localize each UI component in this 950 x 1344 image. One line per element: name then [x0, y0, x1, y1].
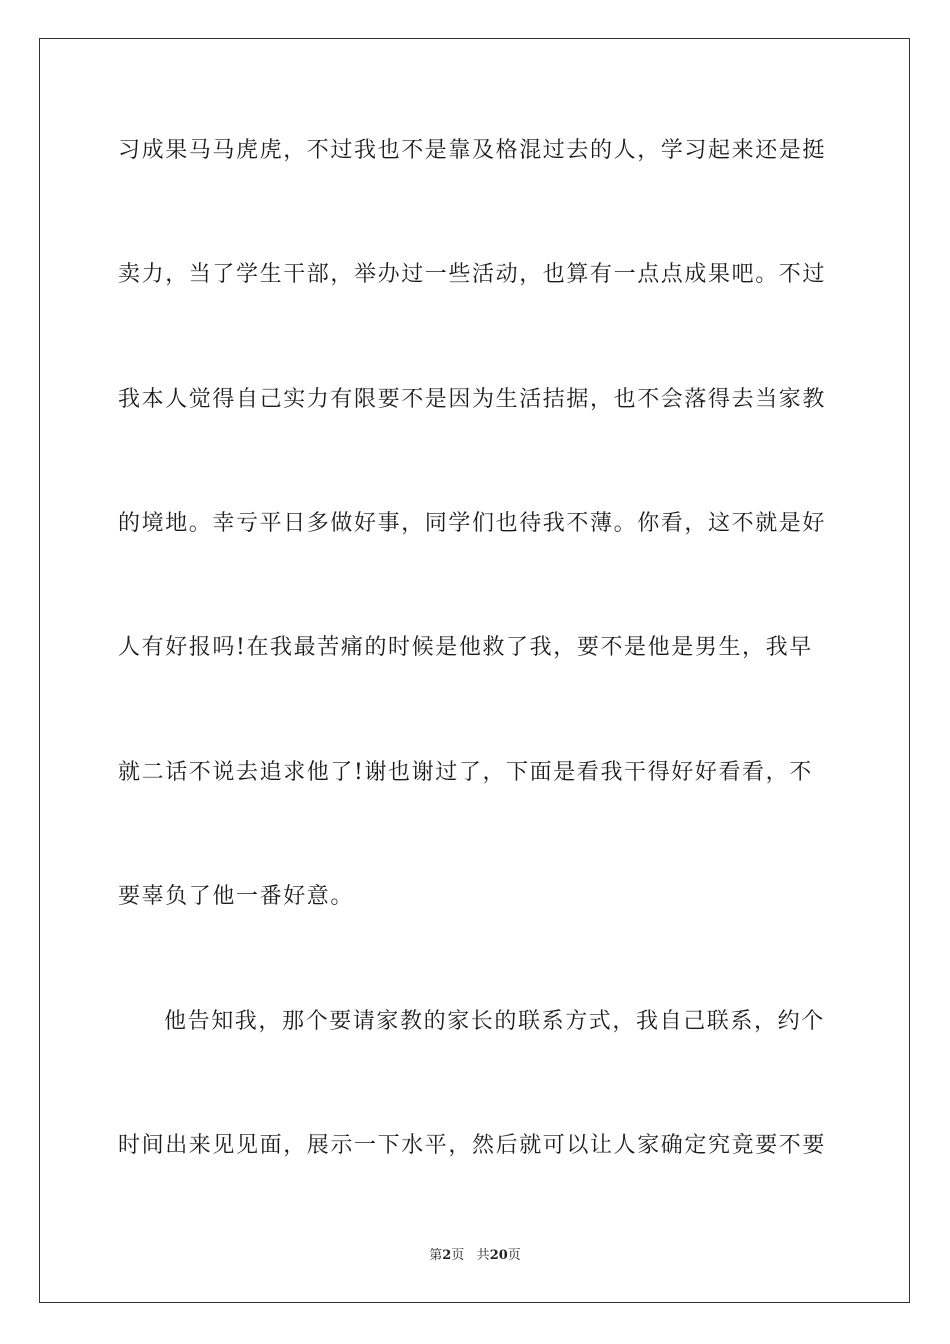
- total-prefix: 共: [476, 1248, 490, 1263]
- page-footer: [0, 1247, 950, 1265]
- body-text-line-4: 的境地。幸亏平日多做好事，同学们也待我不薄。你看，这不就是好: [118, 511, 827, 536]
- body-text-line-6: 就二话不说去追求他了!谢也谢过了，下面是看我干得好好看看，不: [118, 760, 813, 785]
- page-border: [39, 38, 910, 1303]
- total-suffix: 页: [507, 1248, 521, 1263]
- page-suffix: 页: [451, 1248, 465, 1263]
- body-text-line-9: 时间出来见见面，展示一下水平，然后就可以让人家确定究竟要不要: [118, 1133, 827, 1158]
- total-pages: 20: [489, 1248, 508, 1263]
- body-text-line-5: 人有好报吗!在我最苦痛的时候是他救了我，要不是他是男生，我早: [118, 635, 813, 660]
- page-prefix: 第: [429, 1248, 443, 1263]
- body-text-line-1: 习成果马马虎虎，不过我也不是靠及格混过去的人，学习起来还是挺: [118, 138, 827, 163]
- body-text-line-7: 要辜负了他一番好意。: [118, 884, 355, 909]
- page-number: 2: [442, 1248, 452, 1263]
- body-text-line-3: 我本人觉得自己实力有限要不是因为生活拮据，也不会落得去当家教: [118, 387, 827, 412]
- body-text-line-2: 卖力，当了学生干部，举办过一些活动，也算有一点点成果吧。不过: [118, 262, 827, 287]
- paragraph-start-line: 他告知我，那个要请家教的家长的联系方式，我自己联系，约个: [164, 1009, 825, 1034]
